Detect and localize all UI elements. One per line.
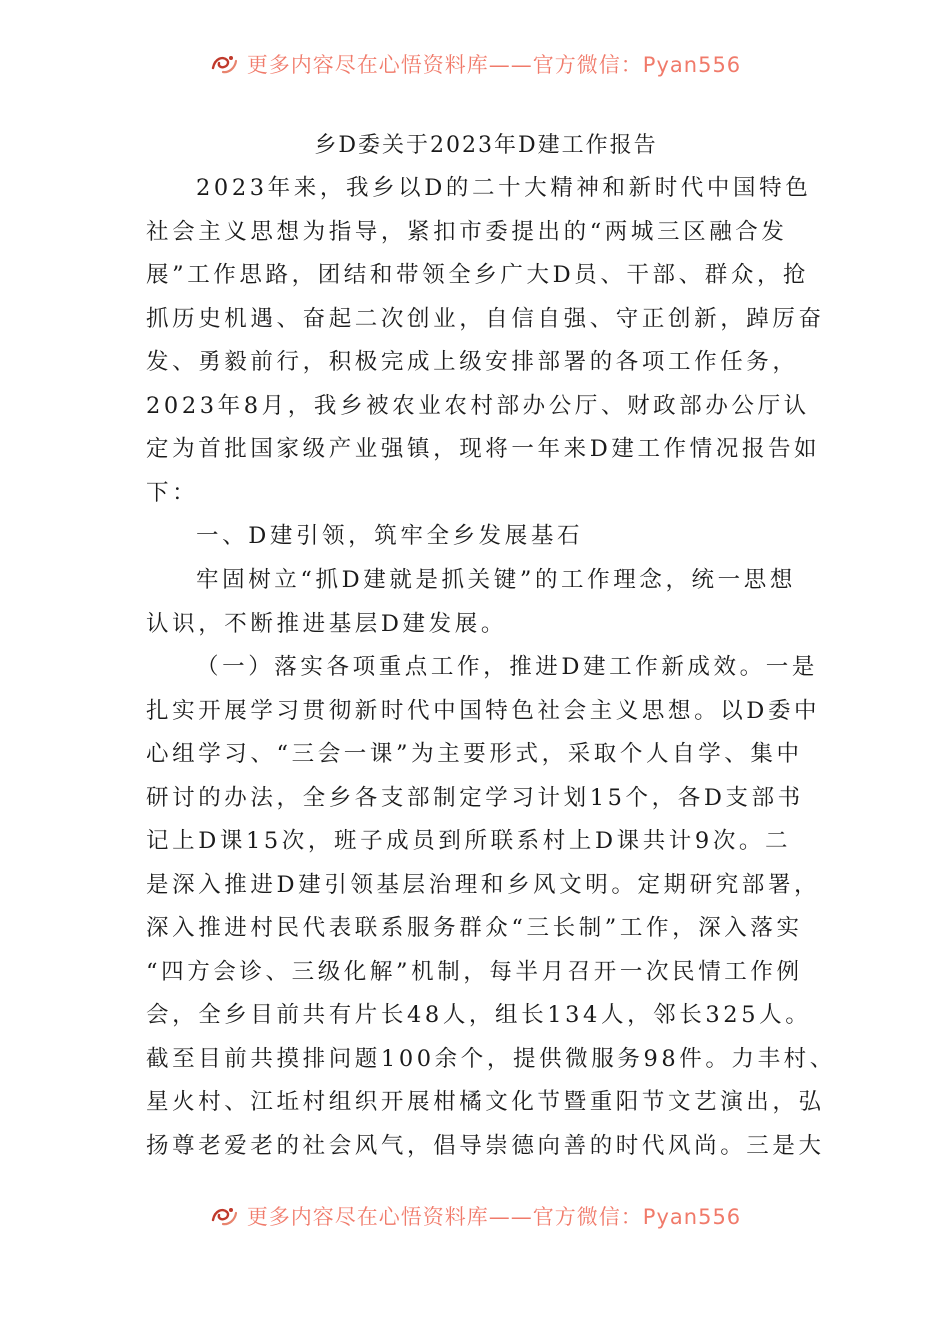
text-line: 记上D课15次，班子成员到所联系村上D课共计9次。二 [146, 828, 792, 854]
text-line: 牢固树立“抓D建就是抓关键”的工作理念，统一思想 [196, 567, 796, 593]
text-line: 展”工作思路，团结和带领全乡广大D员、干部、群众，抢 [146, 262, 810, 288]
paragraph-subsection [146, 646, 836, 1168]
paragraph-section-intro [146, 559, 826, 646]
watermark-text: 更多内容尽在心悟资料库——官方微信：Pyan556 [246, 1205, 742, 1229]
text-line: 认识，不断推进基层D建发展。 [146, 610, 507, 637]
watermark-logo-icon [209, 52, 239, 76]
text-line: 社会主义思想为指导，紧扣市委提出的“两城三区融合发 [146, 218, 788, 245]
document-title: 乡D委关于2023年D建工作报告 [314, 133, 658, 158]
text-line: 发、勇毅前行，积极完成上级安排部署的各项工作任务， [146, 349, 799, 375]
text-line: 研讨的办法，全乡各支部制定学习计划15个，各D支部书 [146, 784, 804, 811]
watermark-top [0, 52, 950, 88]
watermark-logo-icon [209, 1204, 239, 1228]
paragraph-intro [146, 167, 826, 515]
text-line: 星火村、江坵村组织开展柑橘文化节暨重阳节文艺演出，弘 [146, 1089, 825, 1115]
text-line: 定为首批国家级产业强镇，现将一年来D建工作情况报告如 [146, 436, 821, 462]
text-line: 截至目前共摸排问题100余个，提供微服务98件。力丰村、 [146, 1045, 836, 1072]
text-line: 下： [146, 479, 199, 506]
text-line: 深入推进村民代表联系服务群众“三长制”工作，深入落实 [146, 915, 803, 941]
watermark-text: 更多内容尽在心悟资料库——官方微信：Pyan556 [246, 53, 742, 77]
watermark-bottom [0, 1204, 950, 1240]
text-line: “四方会诊、三级化解”机制，每半月召开一次民情工作例 [146, 958, 803, 985]
section-heading-text: 一、D建引领，筑牢全乡发展基石 [196, 523, 584, 549]
text-line: 是深入推进D建引领基层治理和乡风文明。定期研究部署， [146, 871, 821, 898]
text-line: 心组学习、“三会一课”为主要形式，采取个人自学、集中 [146, 741, 803, 767]
text-line: 扎实开展学习贯彻新时代中国特色社会主义思想。以D委中 [146, 697, 821, 724]
text-line: （一）落实各项重点工作，推进D建工作新成效。一是 [196, 654, 818, 680]
section-heading [146, 515, 826, 559]
text-line: 扬尊老爱老的社会风气，倡导崇德向善的时代风尚。三是大 [146, 1132, 825, 1159]
text-line: 2023年8月，我乡被农业农村部办公厅、财政部办公厅认 [146, 392, 810, 419]
text-line: 2023年来，我乡以D的二十大精神和新时代中国特色 [196, 175, 812, 201]
text-line: 会，全乡目前共有片长48人，组长134人，邻长325人。 [146, 1002, 812, 1028]
text-line: 抓历史机遇、奋起二次创业，自信自强、守正创新，踔厉奋 [146, 305, 825, 332]
